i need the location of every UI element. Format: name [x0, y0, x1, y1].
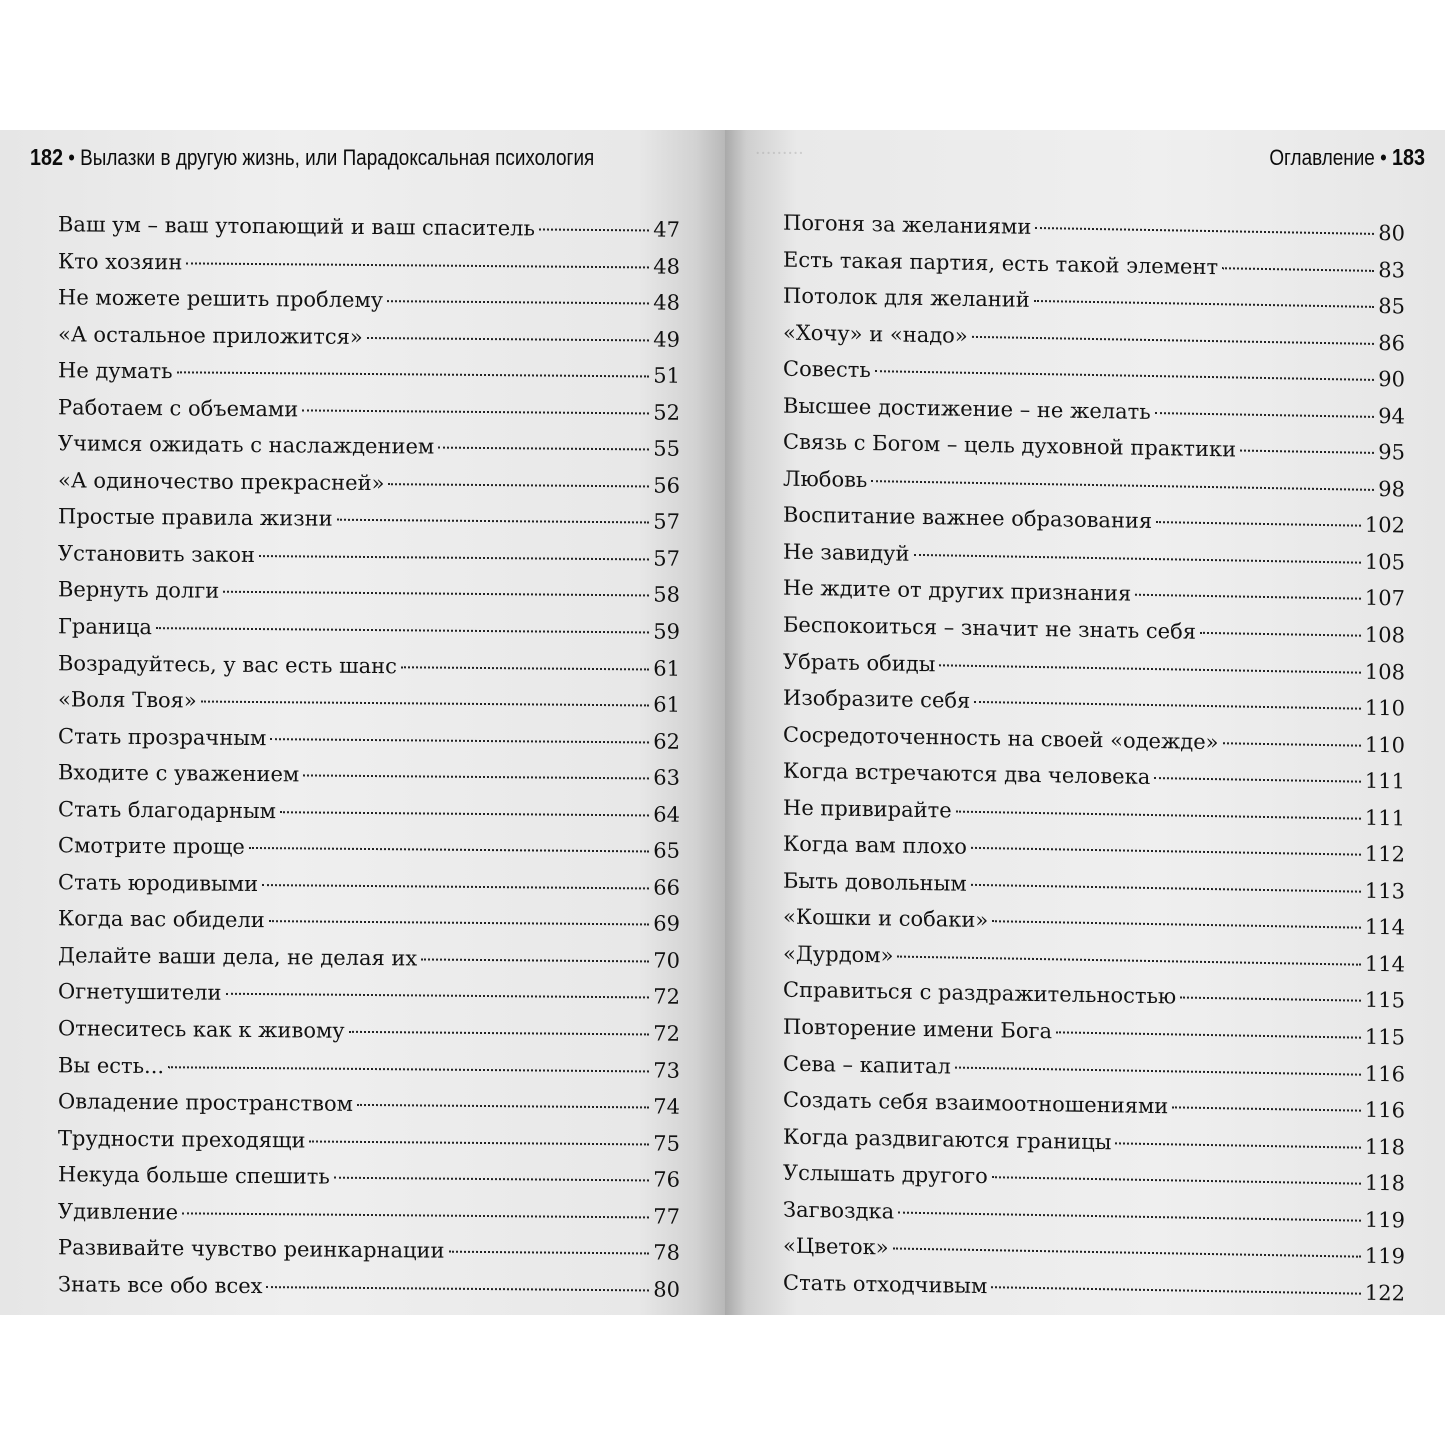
toc-entry-title: Стать благодарным [58, 797, 277, 823]
dot-leader [388, 483, 649, 487]
dot-leader [1172, 1106, 1361, 1111]
toc-entry-title: Отнеситесь как к живому [58, 1016, 345, 1043]
toc-entry-title: Убрать обиды [783, 649, 936, 676]
right-page-number: 183 [1391, 144, 1425, 170]
toc-entry-title: Беспокоиться – значит не знать себя [783, 612, 1196, 644]
dot-leader [939, 664, 1360, 673]
toc-entry-page-number: 61 [653, 656, 680, 681]
toc-entry [58, 718, 680, 760]
left-page [0, 130, 725, 1315]
dot-leader [871, 480, 1374, 491]
dot-leader [893, 1248, 1361, 1258]
toc-entry-title: Смотрите проще [58, 833, 245, 860]
toc-entry [58, 572, 680, 614]
toc-entry-title: Вы есть... [58, 1052, 165, 1078]
toc-entry-title: Потолок для желаний [783, 283, 1030, 312]
toc-entry-page-number: 118 [1364, 1134, 1405, 1160]
dot-leader [156, 627, 649, 633]
toc-entry-page-number: 115 [1364, 1024, 1405, 1050]
toc-entry [58, 864, 680, 906]
dot-leader [367, 337, 650, 341]
toc-entry-page-number: 111 [1364, 805, 1405, 831]
toc-entry-page-number: 74 [653, 1094, 680, 1119]
dot-leader [280, 811, 649, 816]
dot-leader [992, 921, 1361, 929]
toc-entry-title: Связь с Богом – цель духовной практики [783, 429, 1237, 462]
dot-leader [349, 1031, 650, 1036]
toc-entry [58, 389, 680, 431]
dot-leader [991, 1286, 1361, 1294]
toc-entry-page-number: 56 [653, 473, 680, 498]
dot-leader [1135, 594, 1361, 600]
toc-entry-title: Входите с уважением [58, 760, 300, 787]
toc-entry-title: Загвоздка [783, 1197, 895, 1224]
dot-leader [182, 1212, 649, 1218]
toc-entry-title: «Цветок» [783, 1233, 889, 1260]
toc-entry [58, 1010, 680, 1052]
toc-entry-page-number: 110 [1364, 732, 1405, 758]
toc-entry-page-number: 90 [1378, 367, 1405, 392]
toc-entry-page-number: 112 [1364, 842, 1405, 867]
dot-leader [1115, 1142, 1360, 1148]
toc-entry [58, 1120, 680, 1162]
toc-entry-page-number: 55 [653, 436, 680, 461]
dot-leader [974, 701, 1361, 710]
toc-entry-page-number: 57 [653, 509, 680, 535]
toc-entry-title: Сева – капитал [783, 1051, 951, 1079]
dot-leader [249, 847, 649, 852]
toc-entry [58, 1047, 680, 1089]
toc-entry-title: Не думать [58, 358, 173, 384]
toc-entry-page-number: 83 [1378, 257, 1405, 282]
toc-entry-page-number: 48 [653, 254, 680, 279]
toc-entry [58, 426, 680, 468]
dot-leader [956, 810, 1361, 819]
toc-entry-title: Учимся ожидать с наслаждением [58, 431, 435, 459]
toc-entry-page-number: 111 [1364, 768, 1405, 794]
dot-leader [539, 228, 649, 231]
toc-entry-page-number: 118 [1364, 1170, 1405, 1196]
toc-entry-title: Быть довольным [783, 868, 967, 896]
toc-entry [58, 206, 680, 248]
right-head-title: Оглавление [1269, 145, 1375, 170]
right-page [725, 130, 1445, 1315]
toc-entry-title: «Кошки и собаки» [783, 904, 989, 933]
dot-leader [269, 921, 649, 926]
toc-entry-title: Стать юродивыми [58, 870, 259, 896]
dot-leader [226, 993, 650, 999]
toc-entry-title: Не завидуй [783, 539, 910, 566]
toc-entry [58, 499, 680, 541]
right-toc-list [783, 210, 1405, 1306]
toc-entry-page-number: 114 [1364, 951, 1405, 977]
toc-entry-title: «А остальное приложится» [58, 321, 363, 349]
open-book [0, 130, 1445, 1315]
right-running-head [1269, 144, 1425, 171]
toc-entry-title: «Дурдом» [783, 941, 894, 968]
toc-entry-page-number: 85 [1378, 294, 1405, 319]
dot-leader [1240, 450, 1374, 454]
toc-entry-page-number: 113 [1364, 878, 1405, 904]
toc-entry-page-number: 73 [653, 1058, 680, 1083]
toc-entry-page-number: 105 [1364, 549, 1405, 575]
toc-entry [58, 243, 680, 285]
toc-entry [58, 937, 680, 979]
dot-leader [186, 262, 649, 268]
dot-leader [1056, 1031, 1361, 1038]
toc-entry-title: Не можете решить проблему [58, 285, 384, 313]
toc-entry-page-number: 102 [1364, 513, 1405, 538]
toc-entry-title: Работаем с объемами [58, 395, 299, 422]
toc-entry-page-number: 58 [653, 582, 680, 608]
toc-entry-title: Высшее достижение – не желать [783, 393, 1151, 424]
left-head-separator: • [68, 145, 75, 170]
toc-entry-page-number: 119 [1364, 1207, 1405, 1233]
toc-entry-title: Ваш ум – ваш утопающий и ваш спаситель [58, 212, 535, 241]
toc-entry [58, 352, 680, 394]
toc-entry-title: Погоня за желаниями [783, 210, 1032, 239]
toc-entry-page-number: 116 [1364, 1097, 1405, 1123]
dot-leader [897, 956, 1360, 966]
toc-entry-title: Делайте ваши дела, не делая их [58, 943, 418, 971]
toc-entry-page-number: 86 [1378, 330, 1405, 356]
toc-entry-title: Вернуть долги [58, 577, 220, 604]
toc-entry-page-number: 69 [653, 911, 680, 937]
toc-entry-title: Изобразите себя [783, 685, 971, 713]
dot-leader [992, 1176, 1361, 1184]
toc-entry-title: Некуда больше спешить [58, 1162, 330, 1189]
toc-entry-page-number: 114 [1364, 915, 1405, 940]
dot-leader [438, 447, 649, 451]
toc-entry-title: Создать себя взаимоотношениями [783, 1087, 1169, 1119]
bleed-through-text: ········· [755, 144, 804, 164]
toc-entry [58, 645, 680, 687]
toc-entry-title: «Хочу» и «надо» [783, 320, 968, 348]
toc-entry-page-number: 80 [1378, 220, 1405, 246]
toc-entry-title: Стать отходчивым [783, 1270, 988, 1298]
toc-entry-title: Совесть [783, 356, 871, 383]
toc-entry [58, 754, 680, 796]
left-head-title: Вылазки в другую жизнь, или Парадоксальная психология [80, 145, 595, 170]
toc-entry [58, 901, 680, 943]
toc-entry-page-number: 95 [1378, 440, 1405, 465]
toc-entry-page-number: 62 [653, 729, 680, 754]
dot-leader [898, 1211, 1361, 1221]
dot-leader [1156, 521, 1361, 527]
toc-entry-title: Граница [58, 614, 152, 640]
dot-leader [302, 409, 649, 414]
toc-entry-page-number: 51 [653, 363, 680, 388]
toc-entry-page-number: 122 [1364, 1280, 1405, 1306]
dot-leader [1155, 412, 1375, 418]
toc-entry-title: Не ждите от других признания [783, 576, 1132, 607]
toc-entry-page-number: 65 [653, 838, 680, 864]
toc-entry-title: Когда вас обидели [58, 906, 265, 933]
dot-leader [1200, 632, 1361, 637]
toc-entry-title: «Воля Твоя» [58, 687, 197, 713]
toc-entry-title: Удивление [58, 1199, 179, 1225]
toc-entry-page-number: 49 [653, 327, 680, 352]
toc-entry-title: Развивайте чувство реинкарнации [58, 1235, 445, 1263]
dot-leader [201, 701, 650, 707]
toc-entry-title: Справиться с раздражительностью [783, 978, 1177, 1009]
toc-entry-page-number: 48 [653, 290, 680, 315]
toc-entry [58, 828, 680, 870]
toc-entry-page-number: 108 [1364, 622, 1405, 648]
toc-entry-page-number: 107 [1364, 586, 1405, 611]
toc-entry-title: Возрадуйтесь, у вас есть шанс [58, 650, 397, 678]
toc-entry-page-number: 57 [653, 546, 680, 571]
toc-entry-page-number: 72 [653, 1021, 680, 1046]
toc-entry-page-number: 94 [1378, 403, 1405, 429]
dot-leader [449, 1251, 650, 1255]
toc-entry [58, 791, 680, 833]
toc-entry-page-number: 47 [653, 217, 680, 242]
toc-entry-page-number: 63 [653, 765, 680, 790]
toc-entry-title: Простые правила жизни [58, 504, 333, 532]
dot-leader [1180, 997, 1361, 1002]
dot-leader [266, 1286, 649, 1291]
toc-entry [58, 974, 680, 1016]
toc-entry-title: Стать прозрачным [58, 723, 267, 750]
toc-entry-page-number: 76 [653, 1167, 680, 1192]
toc-entry-title: Сосредоточенность на своей «одежде» [783, 722, 1219, 754]
toc-entry [58, 681, 680, 723]
dot-leader [262, 884, 649, 889]
toc-entry-page-number: 64 [653, 802, 680, 827]
dot-leader [1034, 300, 1374, 308]
dot-leader [223, 591, 649, 597]
toc-entry-page-number: 78 [653, 1240, 680, 1266]
toc-entry [58, 279, 680, 321]
toc-entry-page-number: 116 [1364, 1061, 1405, 1087]
toc-entry-title: Установить закон [58, 541, 255, 567]
toc-entry-page-number: 77 [653, 1204, 680, 1229]
dot-leader [259, 555, 649, 560]
toc-entry-title: «А одиночество прекрасней» [58, 468, 385, 495]
dot-leader [337, 519, 650, 524]
dot-leader [875, 370, 1374, 381]
toc-entry-title: Воспитание важнее образования [783, 502, 1153, 534]
toc-entry [58, 535, 680, 577]
right-head-separator: • [1380, 145, 1387, 170]
dot-leader [914, 554, 1361, 564]
toc-entry-page-number: 72 [653, 984, 680, 1010]
toc-entry-title: Овладение пространством [58, 1089, 353, 1116]
toc-entry [58, 1193, 680, 1235]
toc-entry-title: Когда встречаются два человека [783, 758, 1151, 790]
toc-entry-title: Есть такая партия, есть такой элемент [783, 247, 1219, 279]
toc-entry-page-number: 110 [1364, 695, 1405, 721]
dot-leader [168, 1066, 649, 1072]
toc-entry-title: Повторение имени Бога [783, 1014, 1053, 1044]
dot-leader [955, 1066, 1361, 1075]
toc-entry-page-number: 119 [1364, 1244, 1405, 1269]
dot-leader [303, 775, 649, 780]
toc-entry-page-number: 98 [1378, 476, 1405, 502]
toc-entry-title: Кто хозяин [58, 248, 183, 274]
toc-entry [58, 1083, 680, 1125]
dot-leader [357, 1104, 649, 1109]
toc-entry [58, 608, 680, 650]
toc-entry-title: Когда раздвигаются границы [783, 1124, 1112, 1154]
toc-entry-page-number: 70 [653, 948, 680, 973]
toc-entry-page-number: 115 [1364, 988, 1405, 1013]
dot-leader [1154, 777, 1361, 783]
toc-entry-page-number: 66 [653, 875, 680, 900]
dot-leader [971, 884, 1361, 893]
toc-entry [58, 316, 680, 358]
left-running-head [30, 144, 594, 171]
dot-leader [972, 336, 1375, 345]
toc-entry [58, 1157, 680, 1199]
toc-entry-title: Когда вам плохо [783, 831, 967, 860]
dot-leader [334, 1177, 649, 1182]
toc-entry-title: Услышать другого [783, 1160, 988, 1189]
dot-leader [971, 847, 1361, 856]
dot-leader [177, 372, 650, 378]
toc-entry-page-number: 61 [653, 692, 680, 717]
dot-leader [270, 738, 649, 743]
toc-entry-title: Трудности преходящи [58, 1125, 306, 1153]
toc-entry-title: Огнетушители [58, 979, 222, 1006]
dot-leader [401, 666, 649, 670]
dot-leader [309, 1140, 649, 1145]
left-page-number: 182 [30, 144, 64, 170]
toc-entry-title: Знать все обо всех [58, 1272, 263, 1298]
dot-leader [1035, 227, 1374, 235]
toc-entry [58, 1266, 680, 1308]
toc-entry-page-number: 75 [653, 1131, 680, 1156]
dot-leader [421, 958, 649, 962]
toc-entry-page-number: 108 [1364, 659, 1405, 684]
toc-entry-page-number: 52 [653, 400, 680, 425]
toc-entry-title: Не привирайте [783, 795, 952, 823]
toc-entry-page-number: 80 [653, 1277, 680, 1302]
dot-leader [387, 300, 649, 304]
toc-entry-page-number: 59 [653, 619, 680, 644]
toc-entry [58, 462, 680, 504]
dot-leader [1223, 742, 1361, 746]
dot-leader [1222, 267, 1374, 272]
left-toc-list [58, 209, 680, 1305]
toc-entry [58, 1230, 680, 1272]
toc-entry-title: Любовь [783, 466, 868, 492]
